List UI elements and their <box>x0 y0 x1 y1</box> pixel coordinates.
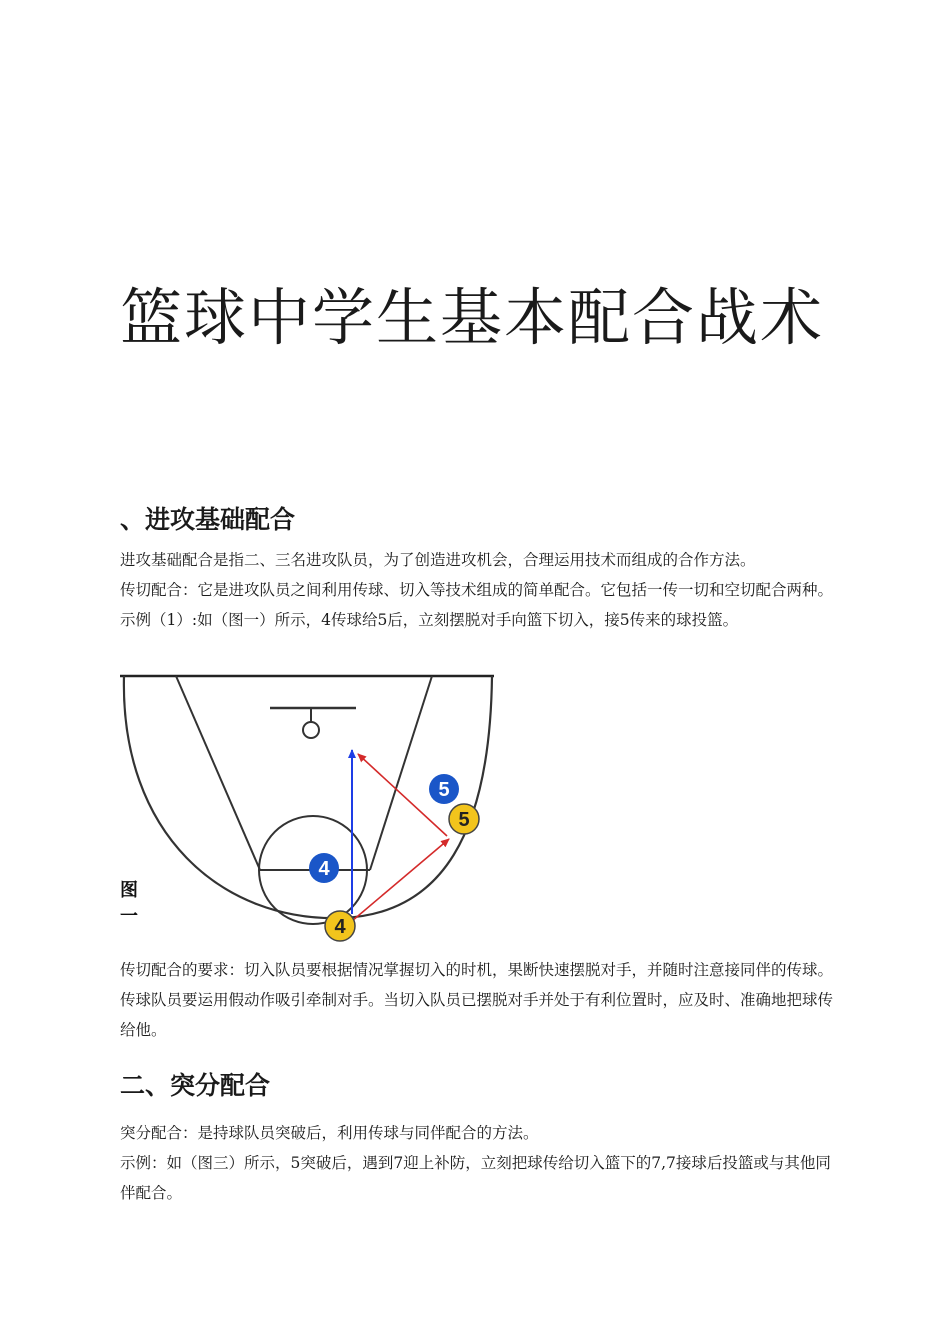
figure-pass-and-cut-diagram <box>112 664 502 944</box>
paragraph: 传切配合：它是进攻队员之间利用传球、切入等技术组成的简单配合。它包括一传一切和空切配合两种。 <box>120 581 834 599</box>
rim <box>303 722 319 738</box>
page-title: 篮球中学生基本配合战术 <box>120 281 825 354</box>
section-heading-drive-and-dish: 二、突分配合 <box>120 1071 271 1100</box>
figure-caption-top: 图 <box>120 880 138 901</box>
figure-caption-bottom: 一 <box>120 906 138 927</box>
attacker-4-label: 4 <box>334 916 346 938</box>
section-drive-and-dish-body <box>120 1118 840 1208</box>
defender-4-label: 4 <box>318 858 330 880</box>
defender-5-marker <box>429 774 459 804</box>
paragraph: 进攻基础配合是指二、三名进攻队员，为了创造进攻机会，合理运用技术而组成的合作方法。 <box>120 551 756 569</box>
defender-4-marker <box>309 853 339 883</box>
paragraph: 突分配合：是持球队员突破后，利用传球与同伴配合的方法。 <box>120 1124 539 1142</box>
lane-line-left <box>176 676 260 870</box>
pass-cut-requirements-body <box>120 955 840 1045</box>
attacker-5-marker <box>449 804 479 834</box>
paragraph: 示例（1）:如（图一）所示，4传球给5后，立刻摆脱对手向篮下切入，接5传来的球投篮。 <box>120 611 739 629</box>
section-heading-offense-basics: 、进攻基础配合 <box>120 505 296 534</box>
attacker-5-label: 5 <box>458 809 470 831</box>
section-offense-basics-body <box>120 545 840 635</box>
attacker-4-marker <box>325 911 355 941</box>
paragraph: 传切配合的要求：切入队员要根据情况掌握切入的时机，果断快速摆脱对手，并随时注意接同伴的传球。传球队员要运用假动作吸引牵制对手。当切入队员已摆脱对手并处于有利位置时，应及时、准确地把球传给他。 <box>120 961 834 1039</box>
defender-5-label: 5 <box>438 779 450 801</box>
paragraph: 示例：如（图三）所示，5突破后，遇到7迎上补防，立刻把球传给切入篮下的7,7接球后投篮或与其他同伴配合。 <box>120 1154 831 1202</box>
